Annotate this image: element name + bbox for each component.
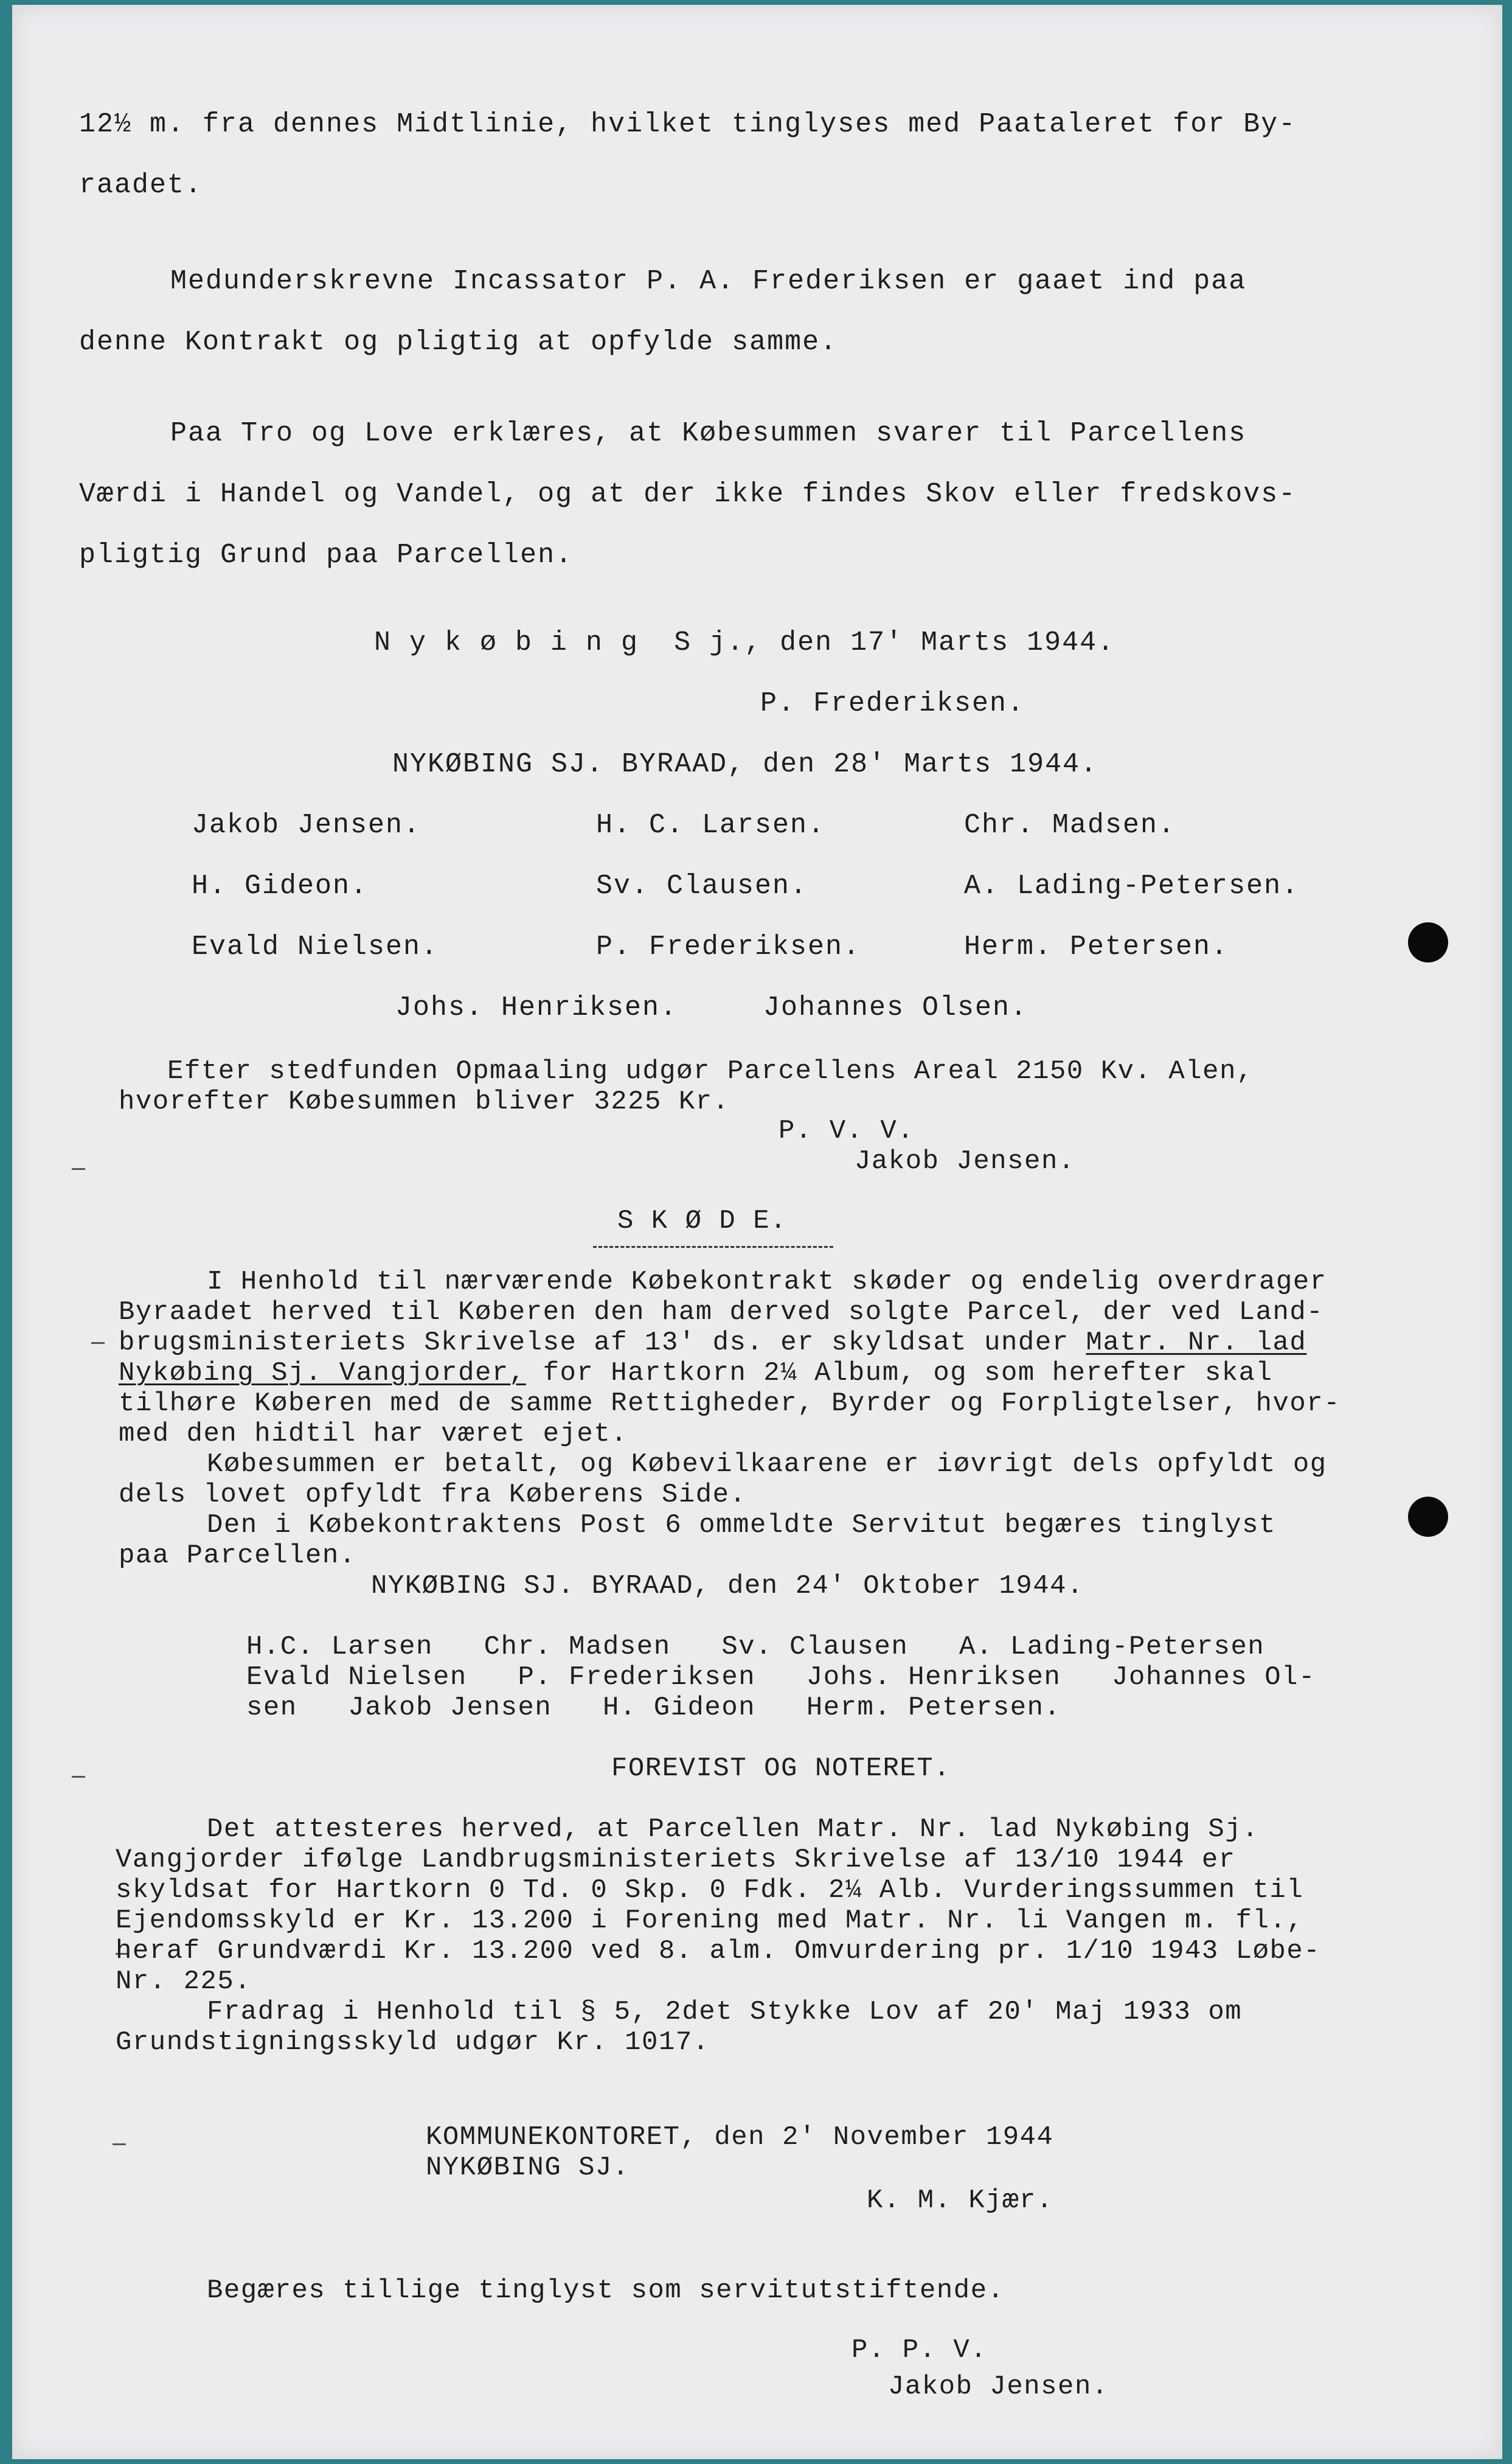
servitude-signer: Jakob Jensen. [888,2372,1109,2402]
margin-mark [91,1342,105,1344]
deed-line: Købesummen er betalt, og Købevilkaarene er iøvrigt dels opfyldt og [207,1449,1327,1480]
deed-text: brugsministeriets Skrivelse af 13' ds. er skyldsat under [119,1328,1086,1358]
office-town: NYKØBING SJ. [426,2153,629,2183]
deed-line: I Henhold til nærværende Købekontrakt skøder og endelig overdrager [207,1267,1327,1297]
deed-line [119,1328,1306,1358]
buyer-signature: P. Frederiksen. [760,688,1025,719]
place-date: N y k ø b i n g S j., den 17' Marts 1944. [374,627,1115,658]
document-page [12,5,1502,2459]
deed-line: dels lovet opfyldt fra Køberens Side. [119,1480,747,1510]
servitude-line: Begæres tillige tinglyst som servitutstiftende. [207,2275,1005,2306]
contract-line: 12½ m. fra dennes Midtlinie, hvilket tinglyses med Paataleret for By- [79,109,1297,140]
property-name: Nykøbing Sj. Vangjorder, [119,1358,526,1388]
registration-line: Det attesteres herved, at Parcellen Matr. Nr. lad Nykøbing Sj. [207,1814,1260,1845]
measurement-signer: Jakob Jensen. [855,1146,1075,1177]
deed-signatures: sen Jakob Jensen H. Gideon Herm. Petersen. [246,1693,1061,1723]
margin-mark [113,2143,126,2145]
contract-paragraph-line: Værdi i Handel og Vandel, og at der ikke findes Skov eller fredskovs- [79,479,1297,510]
margin-mark [72,1168,85,1170]
deed-council-date: NYKØBING SJ. BYRAAD, den 24' Oktober 1944. [371,1571,1084,1601]
contract-paragraph-line: Paa Tro og Love erklæres, at Købesummen svarer til Parcellens [170,418,1247,449]
council-member: Chr. Madsen. [964,810,1176,841]
measurement-line: hvorefter Købesummen bliver 3225 Kr. [119,1087,730,1117]
deed-text: for Hartkorn 2¼ Album, og som herefter skal [525,1358,1273,1388]
contract-paragraph-line: pligtig Grund paa Parcellen. [79,540,574,571]
deed-heading: S K Ø D E. [617,1206,788,1236]
council-member: Herm. Petersen. [964,931,1229,962]
registration-line: Ejendomsskyld er Kr. 13.200 i Forening med Matr. Nr. li Vangen m. fl., [116,1905,1304,1936]
registration-line: Grundstigningsskyld udgør Kr. 1017. [116,2027,710,2058]
deed-line: Byraadet herved til Køberen den ham derved solgte Parcel, der ved Land- [119,1297,1324,1328]
deed-signatures: H.C. Larsen Chr. Madsen Sv. Clausen A. Lading-Petersen [246,1632,1265,1662]
punch-hole-upper [1408,922,1448,962]
deed-line: Den i Købekontraktens Post 6 ommeldte Servitut begæres tinglyst [207,1510,1276,1540]
council-member: Sv. Clausen. [596,871,808,902]
punch-hole-lower [1408,1497,1448,1537]
council-member: H. Gideon. [192,871,369,902]
deed-line: paa Parcellen. [119,1540,356,1571]
council-member: Johannes Olsen. [763,992,1028,1023]
council-date: NYKØBING SJ. BYRAAD, den 28' Marts 1944. [392,749,1098,780]
officer-signature: K. M. Kjær. [867,2185,1053,2216]
contract-line: raadet. [79,170,203,201]
council-member: Johs. Henriksen. [395,992,678,1023]
council-member: H. C. Larsen. [596,810,826,841]
deed-signatures: Evald Nielsen P. Frederiksen Johs. Henriksen Johannes Ol- [246,1662,1316,1693]
contract-paragraph-line: denne Kontrakt og pligtig at opfylde samme. [79,327,838,358]
office-date: KOMMUNEKONTORET, den 2' November 1944 [426,2122,1054,2153]
measurement-ppv: P. V. V. [779,1116,915,1146]
registration-line: Vangjorder ifølge Landbrugsministeriets Skrivelse af 13/10 1944 er [116,1845,1236,1875]
registration-line: Nr. 225. [116,1966,252,1997]
servitude-ppv: P. P. V. [851,2335,988,2365]
council-member: Evald Nielsen. [192,931,439,962]
registration-heading: FOREVIST OG NOTERET. [611,1753,951,1784]
measurement-line: Efter stedfunden Opmaaling udgør Parcellens Areal 2150 Kv. Alen, [167,1056,1254,1087]
deed-line: tilhøre Køberen med de samme Rettigheder, Byrder og Forpligtelser, hvor- [119,1388,1341,1419]
deed-heading-rule [593,1246,833,1248]
registration-line: skyldsat for Hartkorn 0 Td. 0 Skp. 0 Fdk. 2¼ Alb. Vurderingssummen til [116,1875,1304,1905]
council-member: Jakob Jensen. [192,810,421,841]
contract-paragraph-line: Medunderskrevne Incassator P. A. Frederiksen er gaaet ind paa [170,266,1247,297]
council-member: P. Frederiksen. [596,931,861,962]
registration-line: Fradrag i Henhold til § 5, 2det Stykke Lov af 20' Maj 1933 om [207,1997,1243,2027]
council-member: A. Lading-Petersen. [964,871,1300,902]
margin-mark [72,1776,85,1778]
matrikel-number: Matr. Nr. lad [1086,1328,1307,1358]
deed-line: med den hidtil har været ejet. [119,1419,628,1449]
deed-line [119,1358,1273,1388]
registration-line: heraf Grundværdi Kr. 13.200 ved 8. alm. Omvurdering pr. 1/10 1943 Løbe- [116,1936,1321,1966]
